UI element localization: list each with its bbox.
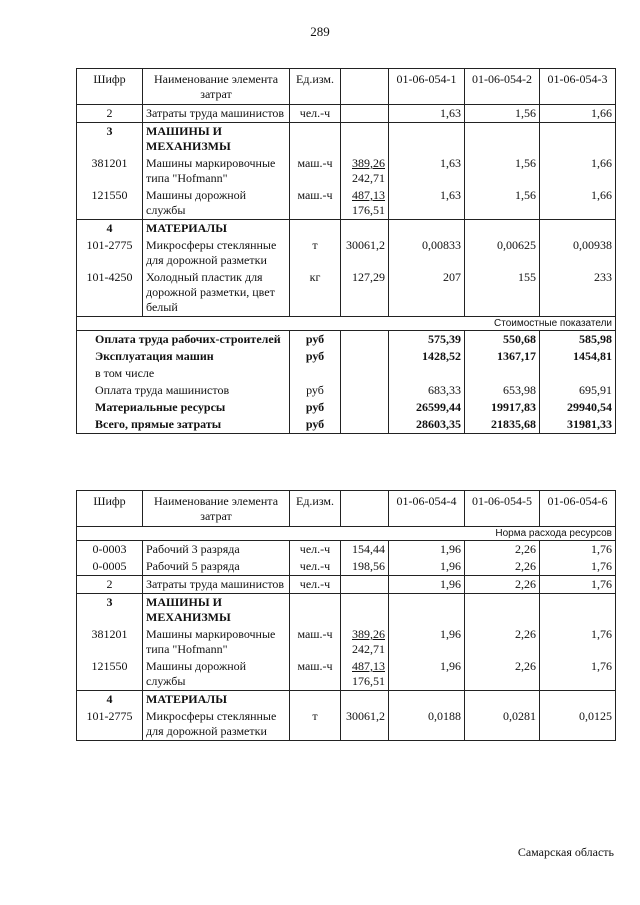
header-unit: Ед.изм.: [290, 69, 341, 105]
summary-name: Материальные ресурсы: [77, 399, 290, 416]
cell-value: 2,26: [465, 626, 540, 658]
price-value: 198,56: [352, 559, 385, 573]
summary-empty: [341, 416, 389, 434]
price-value: 30061,2: [346, 709, 385, 723]
cell-value: [465, 594, 540, 627]
summary-name: Оплата труда рабочих-строителей: [77, 331, 290, 349]
cell-price: [341, 187, 389, 220]
cell-name: МАШИНЫ И МЕХАНИЗМЫ: [143, 123, 290, 156]
cell-name: Затраты труда машинистов: [143, 576, 290, 594]
cell-value: 1,76: [540, 541, 616, 559]
summary-value: 21835,68: [465, 416, 540, 434]
cell-price: [341, 708, 389, 741]
cell-code: 381201: [77, 626, 143, 658]
cell-price: [341, 220, 389, 238]
cell-name: Микросферы стеклянные для дорожной разметки: [143, 708, 290, 741]
cell-price: [341, 558, 389, 576]
cell-name: Холодный пластик для дорожной разметки, цвет белый: [143, 269, 290, 317]
row-group: [77, 123, 616, 220]
cell-code: 121550: [77, 187, 143, 220]
table-row: [77, 576, 616, 594]
header-code: Шифр: [77, 69, 143, 105]
cell-unit: чел.-ч: [290, 105, 341, 123]
cell-name: МАТЕРИАЛЫ: [143, 691, 290, 709]
cell-code: 4: [77, 691, 143, 709]
summary-value: 575,39: [389, 331, 465, 349]
summary-unit: [290, 365, 341, 382]
cost-table-2: [76, 490, 616, 741]
row-group: [77, 220, 616, 317]
cell-name: Машины маркировочные типа "Hofmann": [143, 626, 290, 658]
row-group: [77, 576, 616, 594]
row-group: [77, 691, 616, 741]
header-col-5: 01-06-054-5: [465, 491, 540, 527]
cell-code: 381201: [77, 155, 143, 187]
cell-code: 2: [77, 105, 143, 123]
summary-empty: [341, 331, 389, 349]
cell-value: 1,76: [540, 576, 616, 594]
cell-code: 101-4250: [77, 269, 143, 317]
summary-empty: [341, 348, 389, 365]
cell-unit: т: [290, 708, 341, 741]
cell-price: [341, 123, 389, 156]
cell-price: [341, 105, 389, 123]
summary-name: Оплата труда машинистов: [77, 382, 290, 399]
cell-price: [341, 541, 389, 559]
cell-price: [341, 658, 389, 691]
cell-value: 1,96: [389, 576, 465, 594]
table-row: [77, 658, 616, 691]
summary-value: [389, 365, 465, 382]
summary-value: 585,98: [540, 331, 616, 349]
cell-value: 1,56: [465, 105, 540, 123]
cell-unit: маш.-ч: [290, 187, 341, 220]
cell-value: [540, 220, 616, 238]
cell-unit: [290, 691, 341, 709]
summary-value: 19917,83: [465, 399, 540, 416]
summary-unit: руб: [290, 348, 341, 365]
summary-value: 1454,81: [540, 348, 616, 365]
header-col-6: 01-06-054-6: [540, 491, 616, 527]
summary-value: 29940,54: [540, 399, 616, 416]
summary-value: 31981,33: [540, 416, 616, 434]
cell-value: 2,26: [465, 576, 540, 594]
cell-price: [341, 237, 389, 269]
summary-unit: руб: [290, 331, 341, 349]
table-row: [77, 541, 616, 559]
cell-name: Рабочий 3 разряда: [143, 541, 290, 559]
summary-value: 28603,35: [389, 416, 465, 434]
cell-unit: кг: [290, 269, 341, 317]
header-col-2: 01-06-054-2: [465, 69, 540, 105]
cell-value: 2,26: [465, 658, 540, 691]
section-label: Стоимостные показатели: [77, 317, 616, 331]
cell-code: 121550: [77, 658, 143, 691]
cell-value: 2,26: [465, 541, 540, 559]
section-header: [77, 317, 616, 331]
table-row: [77, 708, 616, 741]
cell-name: Машины дорожной службы: [143, 658, 290, 691]
cell-unit: маш.-ч: [290, 658, 341, 691]
cell-name: Машины маркировочные типа "Hofmann": [143, 155, 290, 187]
summary-value: 683,33: [389, 382, 465, 399]
cell-price: [341, 691, 389, 709]
summary-value: [465, 365, 540, 382]
section-row: [77, 527, 616, 541]
table-header-row: [77, 491, 616, 527]
cell-code: 101-2775: [77, 237, 143, 269]
cell-value: 233: [540, 269, 616, 317]
cell-value: [389, 594, 465, 627]
header-col-3: 01-06-054-3: [540, 69, 616, 105]
summary-value: 653,98: [465, 382, 540, 399]
section-header: [77, 527, 616, 541]
summary-value: 695,91: [540, 382, 616, 399]
cell-value: 1,63: [389, 155, 465, 187]
cell-code: 0-0003: [77, 541, 143, 559]
cell-name: МАШИНЫ И МЕХАНИЗМЫ: [143, 594, 290, 627]
summary-unit: руб: [290, 416, 341, 434]
summary-value: 1367,17: [465, 348, 540, 365]
summary-name: Эксплуатация машин: [77, 348, 290, 365]
cell-name: Микросферы стеклянные для дорожной разметки: [143, 237, 290, 269]
summary-row: [77, 365, 616, 382]
cell-value: 1,96: [389, 626, 465, 658]
cell-price: [341, 626, 389, 658]
section-row: [77, 317, 616, 331]
cell-unit: маш.-ч: [290, 155, 341, 187]
cell-value: 1,63: [389, 187, 465, 220]
summary-value: 550,68: [465, 331, 540, 349]
cell-value: [540, 594, 616, 627]
cell-name: МАТЕРИАЛЫ: [143, 220, 290, 238]
cell-value: 1,63: [389, 105, 465, 123]
summary-row: [77, 399, 616, 416]
table-row: [77, 105, 616, 123]
cell-value: [465, 123, 540, 156]
cell-value: 1,96: [389, 541, 465, 559]
header-price: [341, 491, 389, 527]
cell-price: [341, 576, 389, 594]
header-col-4: 01-06-054-4: [389, 491, 465, 527]
summary-empty: [341, 399, 389, 416]
cell-value: 1,96: [389, 658, 465, 691]
cell-value: 0,00938: [540, 237, 616, 269]
table-row: [77, 269, 616, 317]
summary-unit: руб: [290, 399, 341, 416]
cell-name: Затраты труда машинистов: [143, 105, 290, 123]
price-value: 176,51: [352, 674, 385, 688]
table-row: [77, 626, 616, 658]
cell-code: 3: [77, 594, 143, 627]
table-row: [77, 237, 616, 269]
cell-value: 0,0125: [540, 708, 616, 741]
price-value: 487,13: [352, 659, 385, 673]
page-number: 289: [310, 24, 330, 39]
cell-value: [389, 691, 465, 709]
cell-value: 1,96: [389, 558, 465, 576]
table-row: [77, 220, 616, 238]
cell-value: 1,76: [540, 558, 616, 576]
price-value: 389,26: [352, 156, 385, 170]
summary-row: [77, 382, 616, 399]
cell-value: 0,0188: [389, 708, 465, 741]
summary-value: 26599,44: [389, 399, 465, 416]
summary-empty: [341, 382, 389, 399]
cell-code: 0-0005: [77, 558, 143, 576]
cell-value: 1,66: [540, 105, 616, 123]
cell-value: [465, 691, 540, 709]
cell-value: 1,56: [465, 155, 540, 187]
header-name: Наименование элемента затрат: [143, 69, 290, 105]
cell-value: [389, 220, 465, 238]
summary-group: [77, 331, 616, 434]
cell-value: 1,66: [540, 187, 616, 220]
header-code: Шифр: [77, 491, 143, 527]
cost-table-1: [76, 68, 616, 434]
cell-value: 155: [465, 269, 540, 317]
price-value: 242,71: [352, 642, 385, 656]
summary-value: 1428,52: [389, 348, 465, 365]
cell-value: 1,76: [540, 626, 616, 658]
cell-value: 0,0281: [465, 708, 540, 741]
price-value: 30061,2: [346, 238, 385, 252]
header-col-1: 01-06-054-1: [389, 69, 465, 105]
table-row: [77, 187, 616, 220]
price-value: 154,44: [352, 542, 385, 556]
summary-name: в том числе: [77, 365, 290, 382]
header-name: Наименование элемента затрат: [143, 491, 290, 527]
cell-value: [389, 123, 465, 156]
cell-code: 2: [77, 576, 143, 594]
table-row: [77, 123, 616, 156]
cell-value: 0,00625: [465, 237, 540, 269]
cell-unit: маш.-ч: [290, 626, 341, 658]
row-group: [77, 105, 616, 123]
header-price: [341, 69, 389, 105]
cell-value: 2,26: [465, 558, 540, 576]
cell-value: 0,00833: [389, 237, 465, 269]
cell-unit: чел.-ч: [290, 558, 341, 576]
summary-row: [77, 331, 616, 349]
price-value: 242,71: [352, 171, 385, 185]
footer-region: Самарская область: [517, 845, 614, 859]
cell-unit: [290, 220, 341, 238]
cell-price: [341, 155, 389, 187]
table-row: [77, 594, 616, 627]
cell-value: 1,66: [540, 155, 616, 187]
table-row: [77, 558, 616, 576]
cell-value: 1,56: [465, 187, 540, 220]
cell-price: [341, 269, 389, 317]
price-value: 127,29: [352, 270, 385, 284]
cell-unit: т: [290, 237, 341, 269]
price-value: 176,51: [352, 203, 385, 217]
table-header-row: [77, 69, 616, 105]
cell-code: 3: [77, 123, 143, 156]
cell-name: Рабочий 5 разряда: [143, 558, 290, 576]
cell-value: 207: [389, 269, 465, 317]
row-group: [77, 541, 616, 576]
summary-unit: руб: [290, 382, 341, 399]
section-label: Норма расхода ресурсов: [77, 527, 616, 541]
cell-name: Машины дорожной службы: [143, 187, 290, 220]
table-row: [77, 155, 616, 187]
cell-value: [540, 123, 616, 156]
cell-value: 1,76: [540, 658, 616, 691]
cell-unit: чел.-ч: [290, 576, 341, 594]
table-row: [77, 691, 616, 709]
cell-code: 101-2775: [77, 708, 143, 741]
price-value: 487,13: [352, 188, 385, 202]
price-value: 389,26: [352, 627, 385, 641]
summary-name: Всего, прямые затраты: [77, 416, 290, 434]
cell-unit: чел.-ч: [290, 541, 341, 559]
header-unit: Ед.изм.: [290, 491, 341, 527]
cell-price: [341, 594, 389, 627]
summary-row: [77, 348, 616, 365]
summary-row: [77, 416, 616, 434]
cell-value: [540, 691, 616, 709]
cell-value: [465, 220, 540, 238]
summary-value: [540, 365, 616, 382]
cell-unit: [290, 123, 341, 156]
cell-code: 4: [77, 220, 143, 238]
row-group: [77, 594, 616, 691]
cell-unit: [290, 594, 341, 627]
summary-empty: [341, 365, 389, 382]
